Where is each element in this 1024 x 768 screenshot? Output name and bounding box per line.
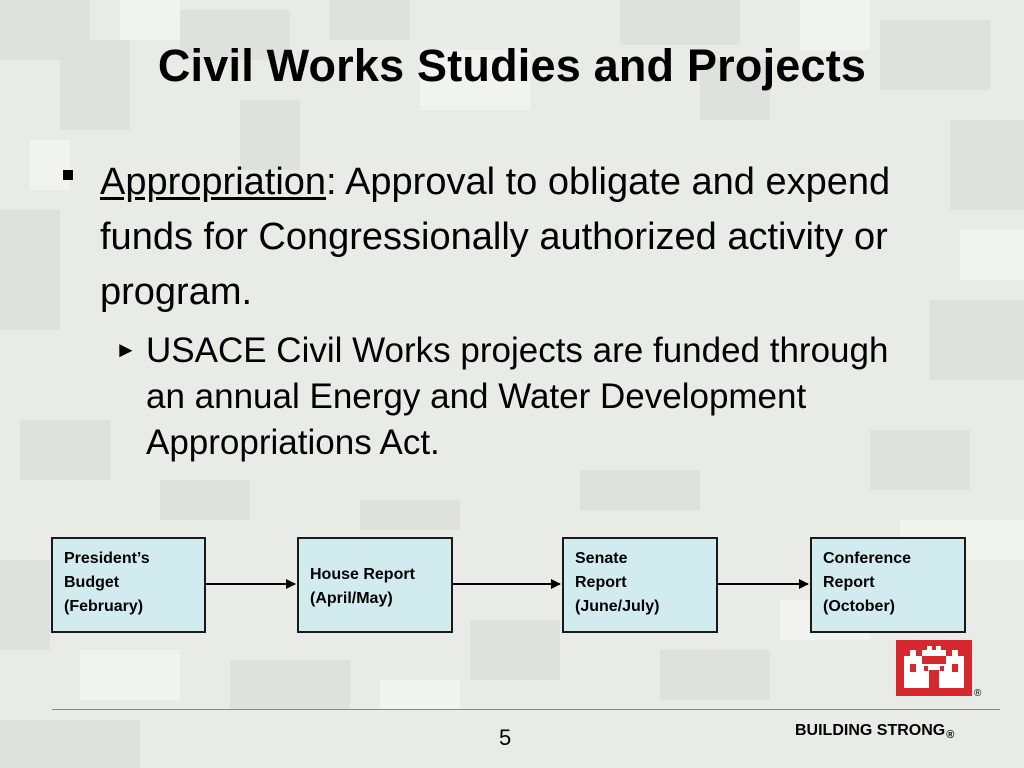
slide-title: Civil Works Studies and Projects	[157, 40, 867, 91]
flow-box-line: President’s	[64, 550, 150, 567]
appropriation-definition-text: : Approval to obligate and expend funds for Congressionally authorized activity or program.	[100, 161, 891, 313]
flow-box-line: (April/May)	[310, 590, 393, 607]
footer-brand	[795, 722, 954, 741]
page-number: 5	[499, 725, 512, 750]
appropriation-term: Appropriation	[100, 161, 327, 203]
flow-box-line: Conference	[823, 550, 912, 567]
flow-box-line: (October)	[823, 598, 895, 615]
flow-box-line: (February)	[64, 598, 144, 615]
flow-box-line: Budget	[64, 574, 120, 591]
footer-registered-mark: ®	[946, 729, 955, 741]
triangle-right-icon: ►	[115, 337, 137, 362]
flow-box-line: (June/July)	[575, 598, 660, 615]
footer-divider	[52, 709, 1000, 710]
logo-registered-mark: ®	[974, 688, 982, 699]
funding-sub-bullet-text: USACE Civil Works projects are funded through an annual Energy and Water Development Appropriations Act.	[146, 331, 889, 462]
castle-logo-icon	[896, 640, 972, 696]
flow-box-line: Report	[575, 574, 627, 591]
flow-box-line: House Report	[310, 566, 415, 583]
flow-box-line: Senate	[575, 550, 628, 567]
footer-brand-text: BUILDING STRONG	[795, 722, 946, 739]
flow-box-line: Report	[823, 574, 875, 591]
